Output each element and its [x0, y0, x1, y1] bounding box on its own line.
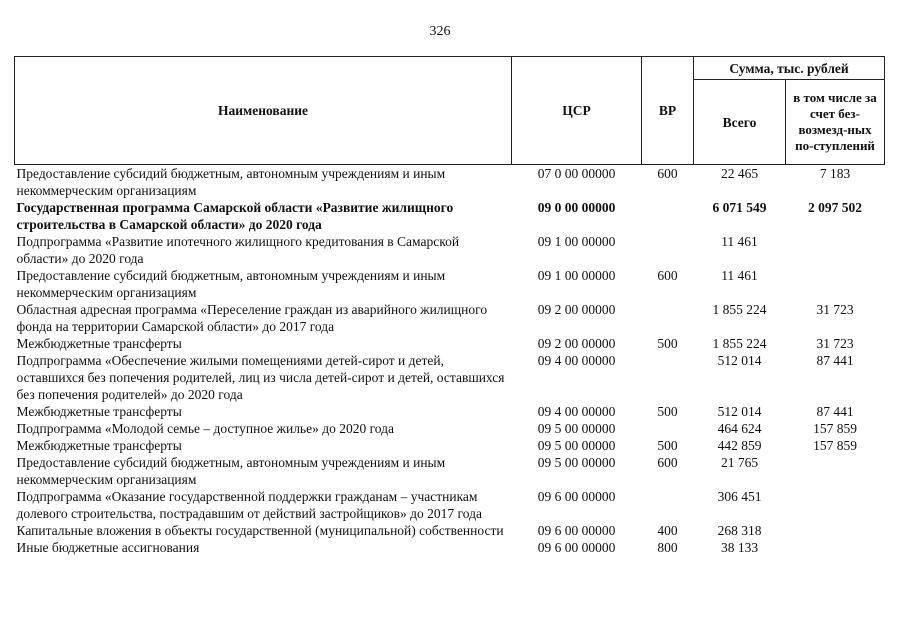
row-csr: 09 5 00 00000	[537, 438, 616, 453]
table-row	[15, 165, 885, 200]
row-total: 11 461	[721, 268, 758, 283]
row-vr: 500	[657, 336, 678, 351]
table-row	[15, 539, 885, 556]
row-free-receipts: 2 097 502	[808, 200, 862, 215]
row-vr	[642, 488, 694, 522]
row-vr: 600	[657, 166, 678, 181]
row-name: Государственная программа Самарской области «Развитие жилищного строительства в Самарской области» до 2020 года	[16, 200, 454, 232]
table-row	[15, 420, 885, 437]
row-vr	[642, 352, 694, 403]
row-free-receipts: 7 183	[819, 166, 851, 181]
row-name: Предоставление субсидий бюджетным, автономным учреждениям и иным некоммерческим организациям	[16, 268, 446, 300]
row-total: 38 133	[720, 540, 759, 555]
table-header	[15, 57, 885, 165]
page-number: 326	[429, 24, 451, 39]
row-free-receipts	[786, 233, 885, 267]
row-free-receipts: 31 723	[816, 336, 854, 351]
row-csr: 09 1 00 00000	[537, 268, 616, 283]
header-name: Наименование	[15, 57, 512, 165]
table-row	[15, 522, 885, 539]
row-free-receipts	[786, 522, 885, 539]
row-free-receipts: 157 859	[813, 421, 857, 436]
row-csr: 09 6 00 00000	[537, 523, 616, 538]
table-row	[15, 437, 885, 454]
row-name: Предоставление субсидий бюджетным, автономным учреждениям и иным некоммерческим организациям	[16, 455, 446, 487]
table-row	[15, 403, 885, 420]
row-total: 306 451	[717, 489, 762, 504]
row-csr: 09 4 00 00000	[537, 353, 616, 368]
row-total: 1 855 224	[712, 336, 767, 351]
row-csr: 07 0 00 00000	[537, 166, 616, 181]
row-free-receipts: 157 859	[813, 438, 857, 453]
row-csr: 09 6 00 00000	[537, 489, 616, 504]
budget-table	[14, 56, 885, 556]
table-row	[15, 488, 885, 522]
row-name: Предоставление субсидий бюджетным, автономным учреждениям и иным некоммерческим организациям	[16, 166, 446, 198]
row-csr: 09 2 00 00000	[537, 336, 616, 351]
header-vr: ВР	[642, 57, 694, 165]
row-name: Межбюджетные трансферты	[16, 438, 182, 453]
row-name: Подпрограмма «Оказание государственной поддержки гражданам – участникам долевого строительства, пострадавшим от действий застройщиков» до 2017 года	[16, 489, 482, 521]
table-row	[15, 352, 885, 403]
row-csr: 09 4 00 00000	[537, 404, 616, 419]
row-total: 21 765	[720, 455, 759, 470]
row-free-receipts	[786, 267, 885, 301]
row-name: Капитальные вложения в объекты государственной (муниципальной) собственности	[16, 523, 504, 538]
row-vr: 800	[657, 540, 678, 555]
table-row	[15, 199, 885, 233]
header-total: Всего	[694, 80, 786, 165]
row-free-receipts: 87 441	[816, 404, 854, 419]
row-csr: 09 2 00 00000	[537, 302, 616, 317]
row-vr: 600	[657, 268, 678, 283]
row-name: Межбюджетные трансферты	[16, 336, 182, 351]
row-total: 512 014	[717, 404, 762, 419]
row-free-receipts	[786, 488, 885, 522]
row-total: 1 855 224	[712, 302, 767, 317]
row-vr	[642, 420, 694, 437]
row-total: 268 318	[717, 523, 762, 538]
row-name: Межбюджетные трансферты	[16, 404, 182, 419]
row-total: 6 071 549	[712, 200, 767, 215]
row-name: Подпрограмма «Развитие ипотечного жилищного кредитования в Самарской области» до 2020 года	[16, 234, 460, 266]
table-row	[15, 335, 885, 352]
table-row	[15, 233, 885, 267]
row-name: Областная адресная программа «Переселение граждан из аварийного жилищного фонда на территории Самарской области» до 2017 года	[16, 302, 488, 334]
row-total: 512 014	[717, 353, 762, 368]
header-free-receipts: в том числе за счет без-возмезд-ных по-ступлений	[786, 80, 885, 165]
row-free-receipts	[786, 539, 885, 556]
row-csr: 09 5 00 00000	[537, 421, 616, 436]
table-body	[15, 165, 885, 557]
row-total: 442 859	[717, 438, 762, 453]
row-vr: 600	[657, 455, 678, 470]
row-vr	[642, 301, 694, 335]
row-name: Подпрограмма «Обеспечение жилыми помещениями детей-сирот и детей, оставшихся без попечения родителей, лиц из числа детей-сирот и детей, оставшихся без попечения родителей» до 2020 года	[16, 353, 505, 402]
row-total: 22 465	[720, 166, 759, 181]
header-sum-group: Сумма, тыс. рублей	[694, 57, 885, 80]
row-free-receipts: 31 723	[816, 302, 854, 317]
row-csr: 09 6 00 00000	[537, 540, 616, 555]
row-csr: 09 0 00 00000	[537, 200, 616, 215]
row-total: 464 624	[717, 421, 762, 436]
row-csr: 09 1 00 00000	[537, 234, 616, 249]
table-row	[15, 267, 885, 301]
row-free-receipts	[786, 454, 885, 488]
row-csr: 09 5 00 00000	[537, 455, 616, 470]
row-name: Подпрограмма «Молодой семье – доступное жилье» до 2020 года	[16, 421, 394, 436]
row-total: 11 461	[721, 234, 758, 249]
table-row	[15, 454, 885, 488]
row-vr: 500	[657, 438, 678, 453]
row-vr: 500	[657, 404, 678, 419]
row-free-receipts: 87 441	[816, 353, 854, 368]
row-vr: 400	[657, 523, 678, 538]
row-name: Иные бюджетные ассигнования	[16, 540, 200, 555]
header-csr: ЦСР	[512, 57, 642, 165]
row-vr	[642, 199, 694, 233]
row-vr	[642, 233, 694, 267]
table-row	[15, 301, 885, 335]
